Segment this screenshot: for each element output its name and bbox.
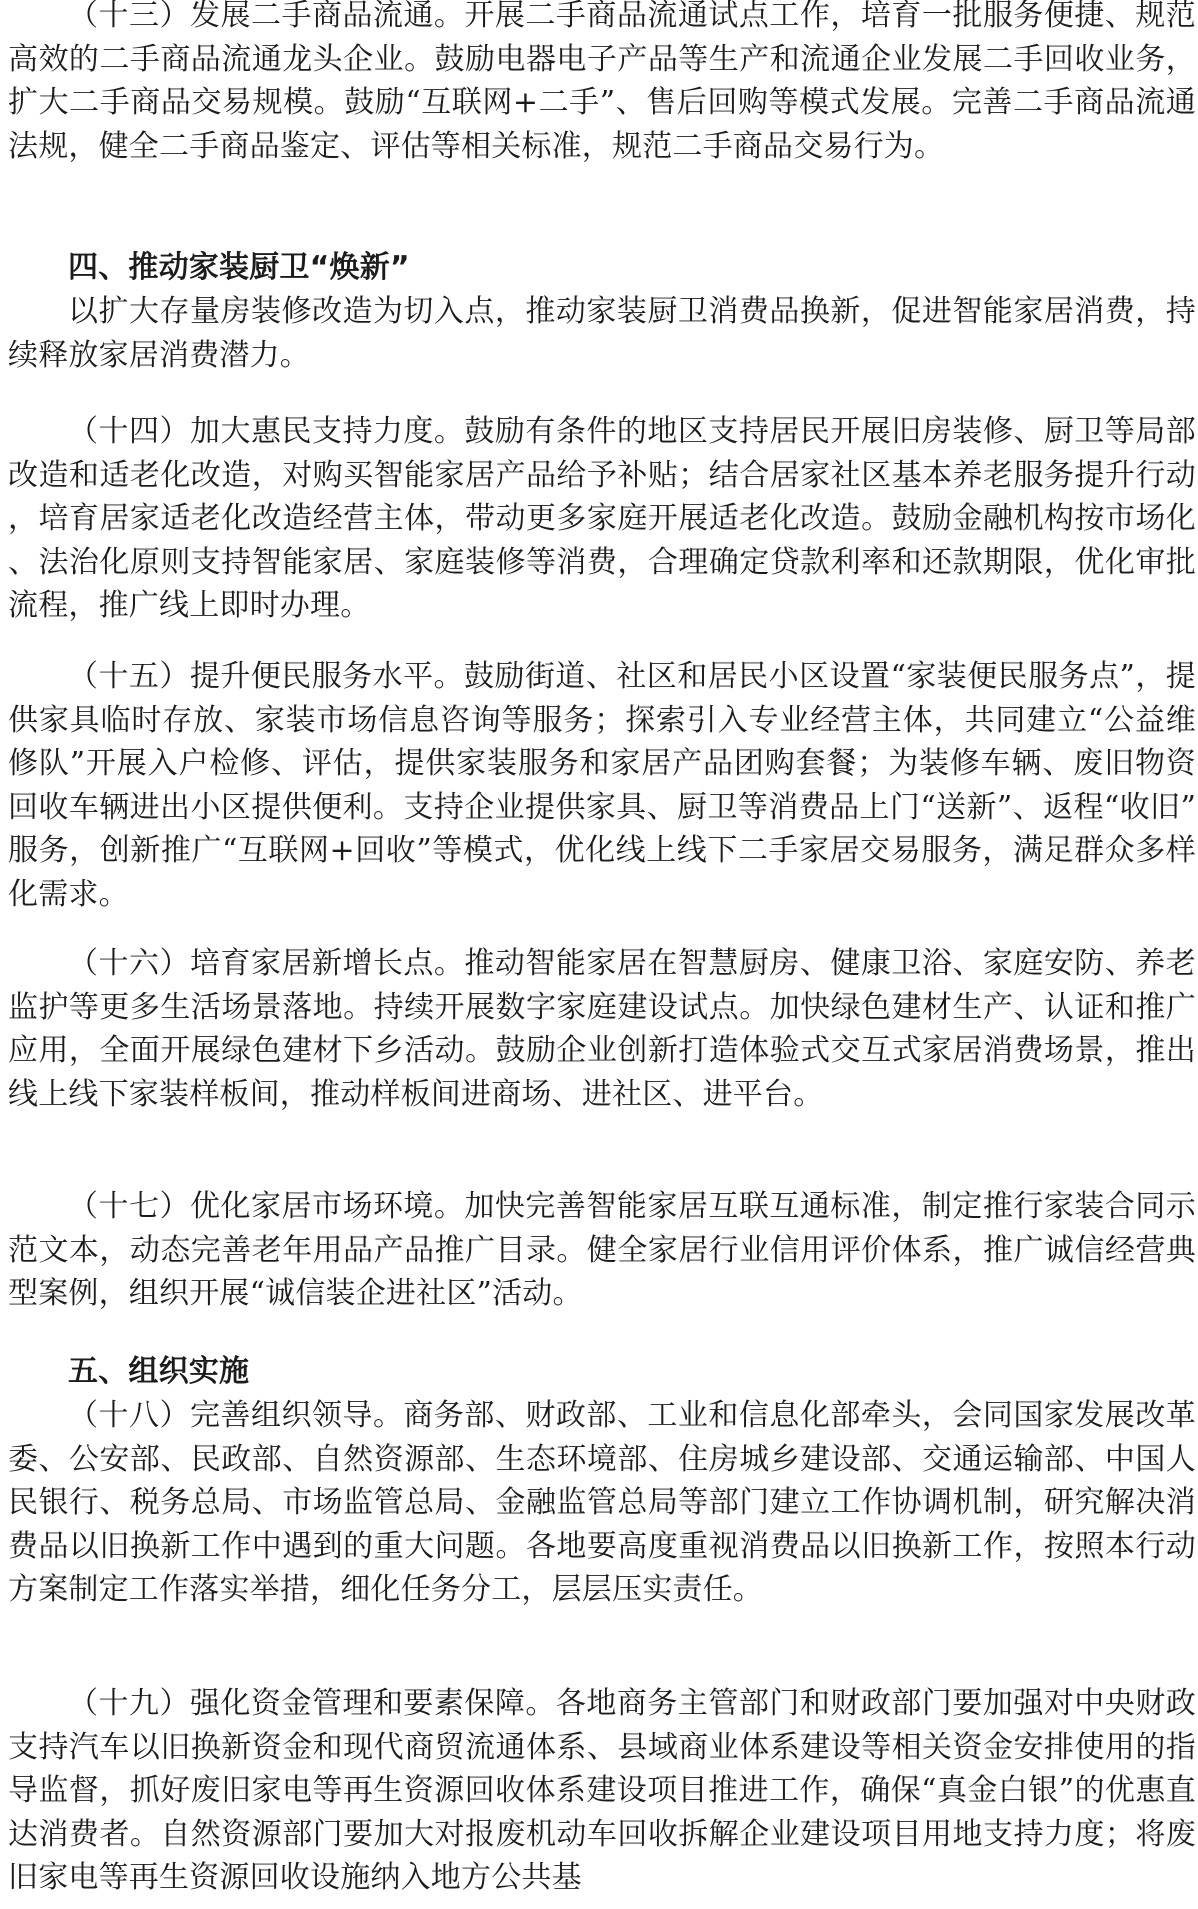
section-heading-4: 四、推动家装厨卫“焕新” [68,250,410,285]
section-4-intro: 以扩大存量房装修改造为切入点，推动家装厨卫消费品换新，促进智能家居消费，持续释放家居消费潜力。 [8,294,1196,373]
paragraph-18: （十八）完善组织领导。商务部、财政部、工业和信息化部牵头，会同国家发展改革委、公安部、民政部、自然资源部、生态环境部、住房城乡建设部、交通运输部、中国人民银行、税务总局、市场监管总局、金融监管总局等部门建立工作协调机制，研究解决消费品以旧换新工作中遇到的重大问题。各地要高度重视消费品以旧换新工作，按照本行动方案制定工作落实举措，细化任务分工，层层压实责任。 [8,1398,1196,1608]
section-heading-5: 五、组织实施 [68,1354,250,1389]
paragraph-13: （十三）发展二手商品流通。开展二手商品流通试点工作，培育一批服务便捷、规范高效的二手商品流通龙头企业。鼓励电器电子产品等生产和流通企业发展二手回收业务，扩大二手商品交易规模。鼓励“互联网+二手”、售后回购等模式发展。完善二手商品流通法规，健全二手商品鉴定、评估等相关标准，规范二手商品交易行为。 [8,0,1196,164]
paragraph-15: （十五）提升便民服务水平。鼓励街道、社区和居民小区设置“家装便民服务点”，提供家具临时存放、家装市场信息咨询等服务；探索引入专业经营主体，共同建立“公益维修队”开展入户检修、评估，提供家装服务和家居产品团购套餐；为装修车辆、废旧物资回收车辆进出小区提供便利。支持企业提供家具、厨卫等消费品上门“送新”、返程“收旧”服务，创新推广“互联网+回收”等模式，优化线上线下二手家居交易服务，满足群众多样化需求。 [8,659,1196,912]
paragraph-16: （十六）培育家居新增长点。推动智能家居在智慧厨房、健康卫浴、家庭安防、养老监护等更多生活场景落地。持续开展数字家庭建设试点。加快绿色建材生产、认证和推广应用，全面开展绿色建材下乡活动。鼓励企业创新打造体验式交互式家居消费场景，推出线上线下家装样板间，推动样板间进商场、进社区、进平台。 [8,946,1196,1112]
paragraph-14: （十四）加大惠民支持力度。鼓励有条件的地区支持居民开展旧房装修、厨卫等局部改造和适老化改造，对购买智能家居产品给予补贴；结合居家社区基本养老服务提升行动，培育居家适老化改造经营主体，带动更多家庭开展适老化改造。鼓励金融机构按市场化、法治化原则支持智能家居、家庭装修等消费，合理确定贷款利率和还款期限，优化审批流程，推广线上即时办理。 [8,414,1196,624]
paragraph-17: （十七）优化家居市场环境。加快完善智能家居互联互通标准，制定推行家装合同示范文本，动态完善老年用品产品推广目录。健全家居行业信用评价体系，推广诚信经营典型案例，组织开展“诚信装企进社区”活动。 [8,1189,1196,1312]
paragraph-19: （十九）强化资金管理和要素保障。各地商务主管部门和财政部门要加强对中央财政支持汽车以旧换新资金和现代商贸流通体系、县域商业体系建设等相关资金安排使用的指导监督，抓好废旧家电等再生资源回收体系建设项目推进工作，确保“真金白银”的优惠直达消费者。自然资源部门要加大对报废机动车回收拆解企业建设项目用地支持力度；将废旧家电等再生资源回收设施纳入地方公共基 [8,1686,1196,1896]
